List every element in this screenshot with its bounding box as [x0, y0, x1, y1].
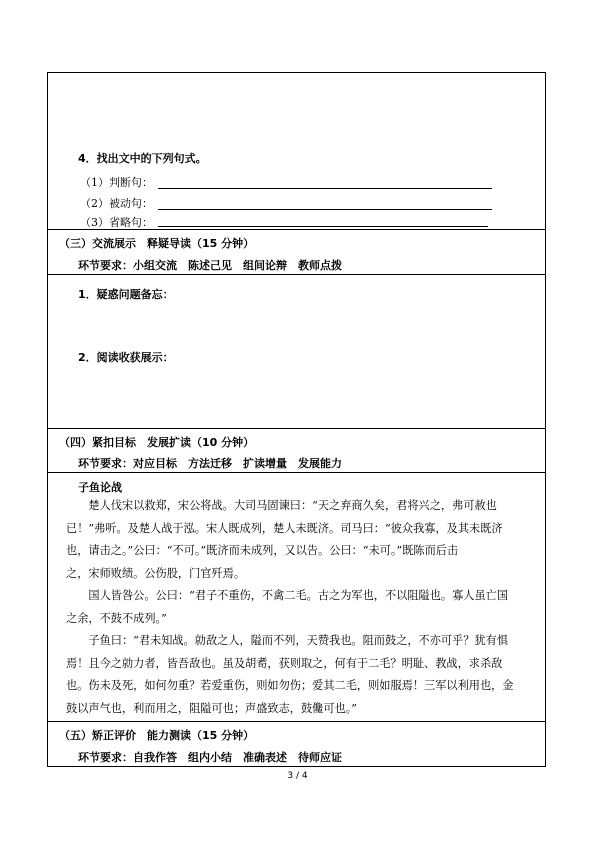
passage-title: 子鱼论战 [78, 481, 122, 494]
section4-requirement: 环节要求：对应目标 方法迁移 扩读增量 发展能力 [78, 457, 342, 470]
passage-body [66, 495, 538, 720]
passage-line: 子鱼曰：“君未知战。勍敌之人，隘而不列，天赞我也。阻而鼓之，不亦可乎？犹有惧 [66, 634, 509, 647]
passive-sentence-line[interactable] [158, 209, 492, 210]
section3-requirement: 环节要求：小组交流 陈述己见 组间论辩 教师点拨 [78, 259, 342, 272]
page-number: 3 / 4 [287, 771, 308, 781]
passage-line: 国人皆咎公。公曰：“君子不重伤，不禽二毛。古之为军也，不以阻隘也。寡人虽亡国 [66, 589, 509, 602]
passive-sentence-label: （2）被动句： [80, 197, 153, 210]
section3-title: （三）交流展示 释疑导读（15 分钟） [59, 237, 255, 250]
passage-line: 也，请击之。”公曰：“不可。”既济而未成列，又以告。公曰：“未可。”既陈而后击 [66, 544, 459, 557]
section4-title: （四）紧扣目标 发展扩读（10 分钟） [59, 436, 255, 449]
passage-line: 已！”弗听。及楚人战于泓。宋人既成列，楚人未既济。司马曰：“彼众我寡，及其未既济 [66, 521, 503, 535]
ellipsis-sentence-line[interactable] [158, 226, 488, 227]
judgment-sentence-line[interactable] [158, 188, 492, 189]
section4-header [48, 429, 545, 473]
section3-header [48, 230, 545, 275]
reading-passage [48, 473, 545, 722]
section-sentence-patterns [48, 73, 545, 230]
worksheet-table [47, 72, 546, 767]
section5-title: （五）矫正评价 能力测读（15 分钟） [59, 729, 255, 742]
ellipsis-sentence-label: （3）省略句： [80, 216, 153, 229]
section5-header [48, 722, 545, 767]
passage-line: 鼓以声气也，利而用之，阻隘可也；声盛致志，鼓儳可也。” [66, 701, 357, 715]
reading-gains-label: 2．阅读收获展示： [78, 351, 174, 364]
passage-line: 之余，不鼓不成列。” [66, 611, 167, 625]
passage-line: 也。伤未及死，如何勿重？若爱重伤，则如勿伤；爱其二毛，则如服焉！三军以利用也，金 [66, 679, 514, 692]
q4-heading: 4．找出文中的下列句式。 [78, 152, 207, 165]
passage-line: 焉！且今之勍力者，皆吾敌也。虽及胡耉，获则取之，何有于二毛？明耻、教战，求杀敌 [66, 656, 503, 670]
section3-body [48, 275, 545, 429]
doubts-memo-label: 1．疑惑问题备忘： [78, 288, 174, 301]
passage-line: 楚人伐宋以救郑，宋公将战。大司马固谏曰：“天之弃商久矣，君将兴之，弗可赦也 [66, 499, 497, 512]
passage-line: 之，宋师败绩。公伤股，门官歼焉。 [66, 566, 246, 580]
section5-requirement: 环节要求：自我作答 组内小结 准确表述 待师应证 [78, 751, 342, 764]
judgment-sentence-label: （1）判断句： [80, 176, 153, 189]
